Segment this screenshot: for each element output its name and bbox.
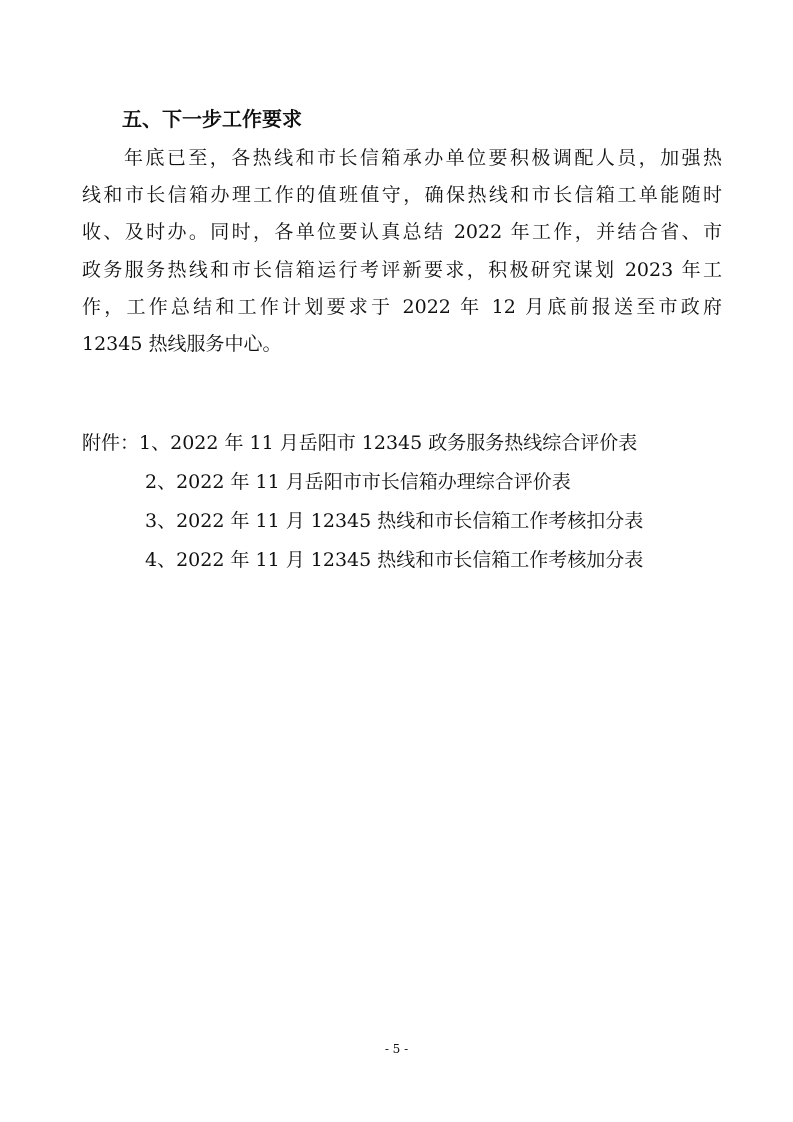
attachment-item <box>82 463 722 502</box>
attachment-item-text: 4、2022 年 11 月 12345 热线和市长信箱工作考核加分表 <box>145 549 644 571</box>
body-paragraph <box>82 140 722 363</box>
paragraph-line: 12345 热线服务中心。 <box>82 332 282 355</box>
paragraph-line: 线和市长信箱办理工作的值班值守，确保热线和市长信箱工单能随时 <box>82 184 722 207</box>
attachment-label: 附件： <box>82 432 140 454</box>
attachment-item-text: 1、2022 年 11 月岳阳市 12345 政务服务热线综合评价表 <box>139 432 638 454</box>
attachment-item-text: 2、2022 年 11 月岳阳市市长信箱办理综合评价表 <box>145 471 571 493</box>
page-number: - 5 - <box>384 1042 409 1056</box>
paragraph-line: 年底已至，各热线和市长信箱承办单位要积极调配人员，加强热 <box>124 147 722 169</box>
attachment-list <box>82 424 722 580</box>
attachment-item-text: 3、2022 年 11 月 12345 热线和市长信箱工作考核扣分表 <box>145 510 644 532</box>
paragraph-line: 政务服务热线和市长信箱运行考评新要求，积极研究谋划 2023 年工 <box>82 258 722 281</box>
paragraph-line: 作，工作总结和工作计划要求于 2022 年 12 月底前报送至市政府 <box>82 295 722 318</box>
section-heading: 五、下一步工作要求 <box>122 107 302 131</box>
attachment-item <box>82 541 722 580</box>
attachment-item <box>82 502 722 541</box>
paragraph-line: 收、及时办。同时，各单位要认真总结 2022 年工作，并结合省、市 <box>82 221 722 244</box>
attachment-item <box>82 424 722 463</box>
